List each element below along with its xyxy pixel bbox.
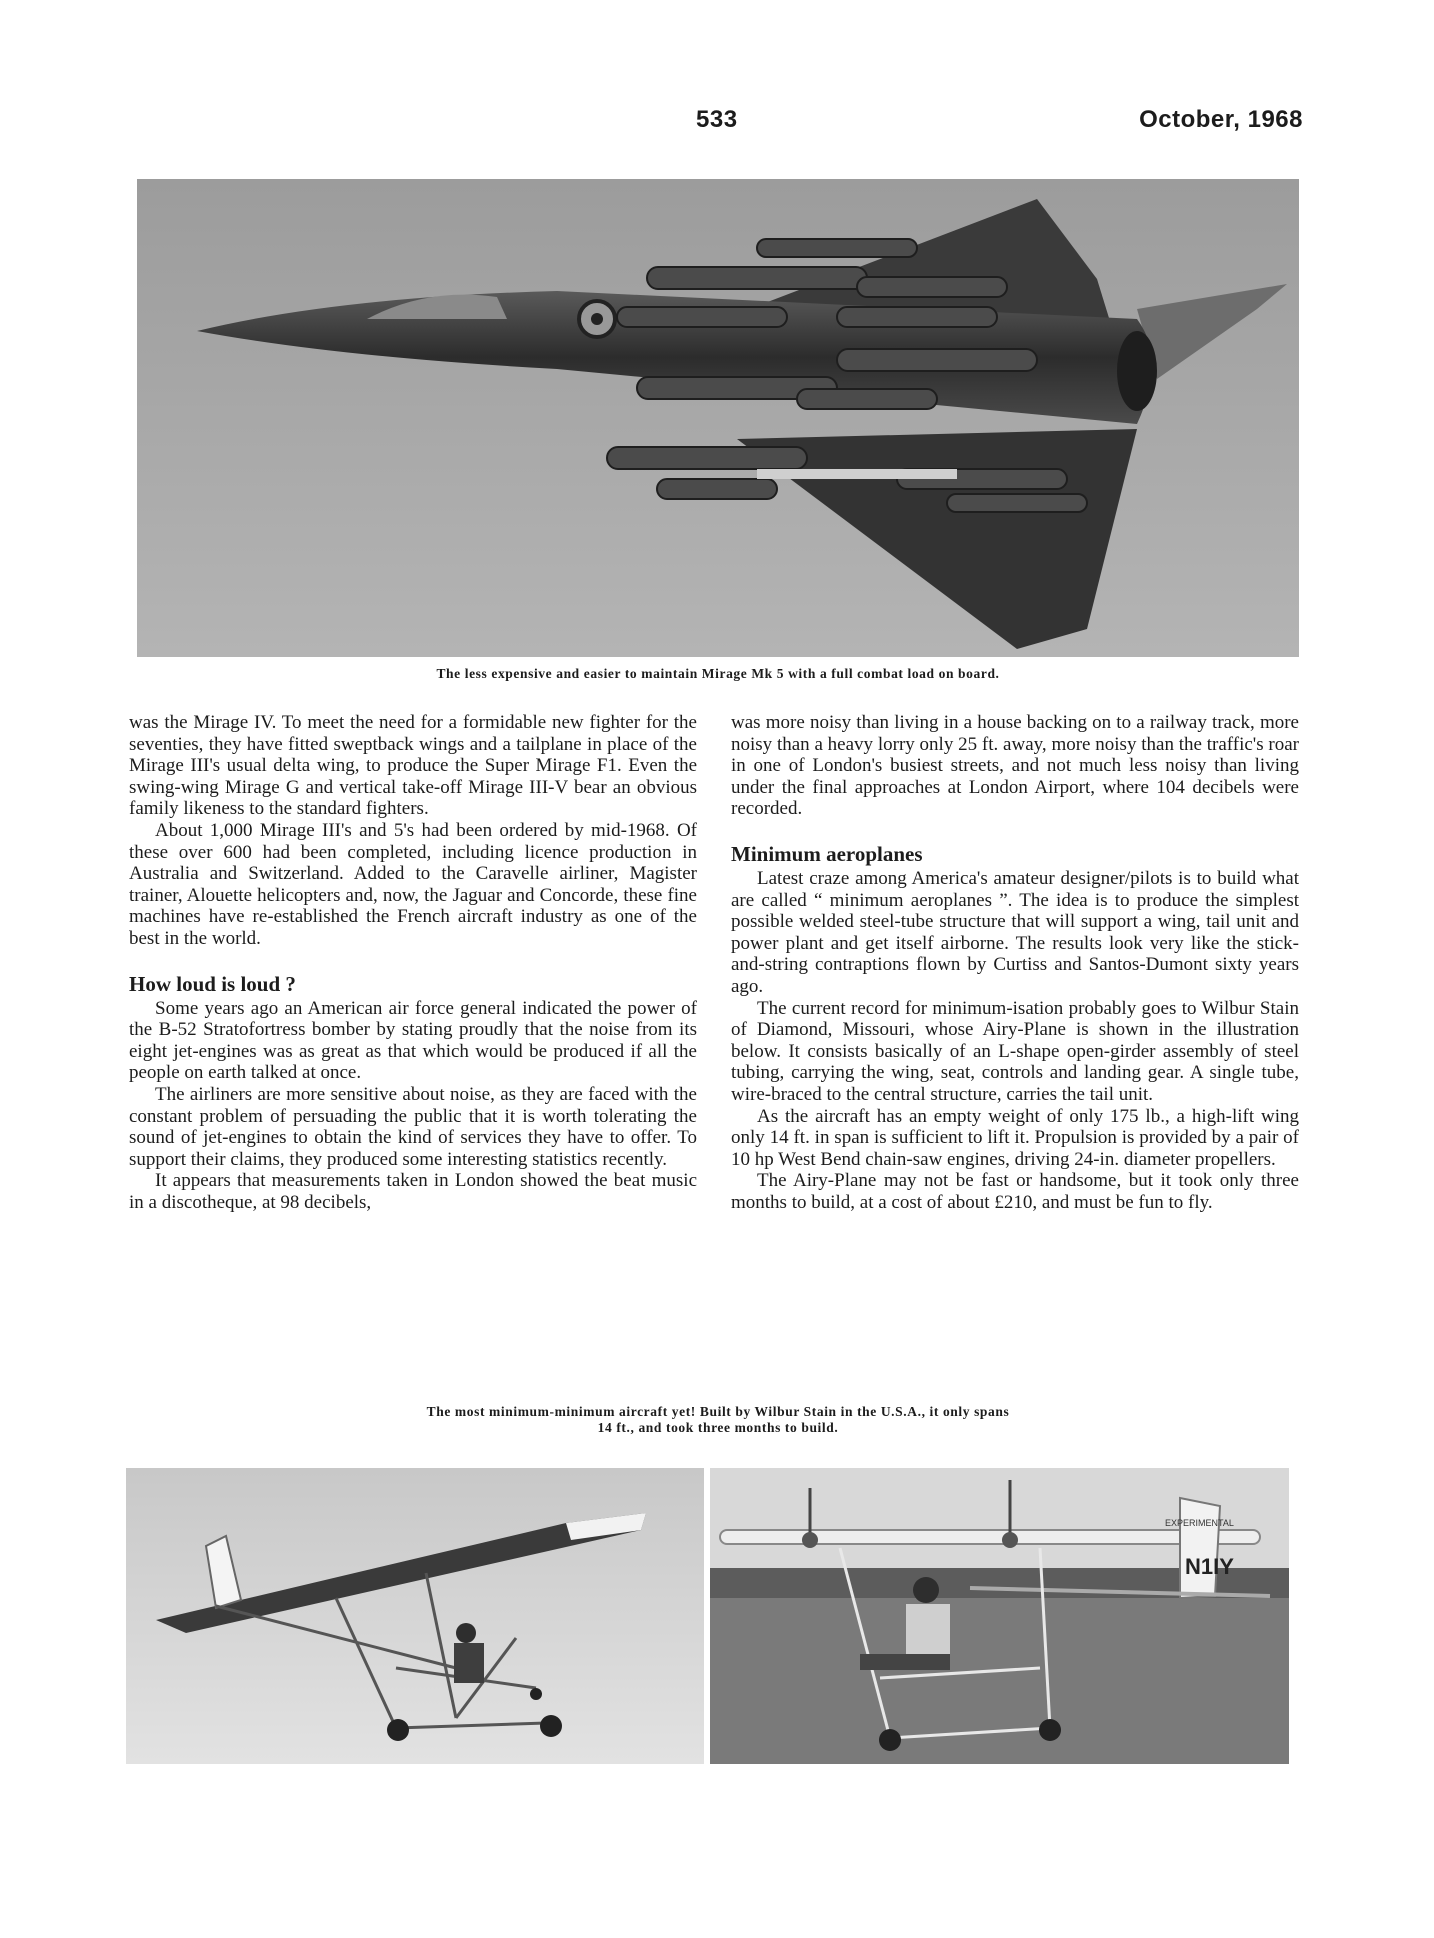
left-intro-paragraph-2: About 1,000 Mirage III's and 5's had been ordered by mid-1968. Of these over 600 had been completed, including licence production in Australia and Switzerland. Added to the Caravelle airliner, Magister trainer, Alouette helicopters and, now, the Jaguar and Concorde, these fine machines have re-established the French aircraft industry as one of the best in the world. bbox=[129, 819, 697, 949]
tail-marking: N1IY bbox=[1185, 1554, 1234, 1579]
section-heading-how-loud: How loud is loud ? bbox=[129, 971, 296, 996]
top-photo-caption: The less expensive and easier to maintain Mirage Mk 5 with a full combat load on board. bbox=[436, 666, 1000, 681]
mirage-aircraft-image bbox=[137, 179, 1299, 657]
right-section-paragraph-4: The Airy-Plane may not be fast or handsome, but it took only three months to build, at a cost of about £210, and must be fun to fly. bbox=[731, 1170, 1299, 1213]
page-number: 533 bbox=[696, 106, 738, 133]
airy-plane-ground-image bbox=[710, 1468, 1289, 1764]
right-section-paragraph-2: The current record for minimum-isation probably goes to Wilbur Stain of Diamond, Missouri, whose Airy-Plane is shown in the illustration below. It consists basically of an L-shape open-girder assembly of steel tubing, carrying the wing, seat, controls and landing gear. A single tube, wire-braced to the central structure, carries the tail unit. bbox=[731, 997, 1299, 1105]
left-column bbox=[129, 712, 697, 1213]
right-column bbox=[731, 712, 1299, 1213]
experimental-lettering: EXPERIMENTAL bbox=[1165, 1518, 1234, 1528]
airy-plane-flight-image bbox=[126, 1468, 704, 1764]
left-section-paragraph-3: It appears that measurements taken in London showed the beat music in a discotheque, at 98 decibels, bbox=[129, 1170, 697, 1213]
bottom-photos-caption: The most minimum-minimum aircraft yet! Built by Wilbur Stain in the U.S.A., it only spans 14 ft., and took three months to build. bbox=[426, 1404, 1010, 1435]
right-section-paragraph-3: As the aircraft has an empty weight of only 175 lb., a high-lift wing only 14 ft. in span is sufficient to lift it. Propulsion is provided by a pair of 10 hp West Bend chain-saw engines, driving 24-in. diameter propellers. bbox=[731, 1105, 1299, 1170]
left-intro-paragraph-1: was the Mirage IV. To meet the need for a formidable new fighter for the seventies, they have fitted sweptback wings and a tailplane in place of the Mirage III's usual delta wing, to produce the Super Mirage F1. Even the swing-wing Mirage G and vertical take-off Mirage III-V bear an obvious family likeness to the standard fighters. bbox=[129, 712, 697, 820]
airy-plane-photo-right bbox=[710, 1468, 1289, 1764]
right-section-paragraph-1: Latest craze among America's amateur designer/pilots is to build what are called “ minimum aeroplanes ”. The idea is to produce the simplest possible welded steel-tube structure that will support a wing, tail unit and power plant and get itself airborne. The results look very like the stick-and-string contraptions flown by Curtiss and Santos-Dumont sixty years ago. bbox=[731, 867, 1299, 997]
right-intro-paragraph-1: was more noisy than living in a house backing on to a railway track, more noisy than a heavy lorry only 25 ft. away, more noisy than the traffic's roar in one of London's busiest streets, and not much less noisy than living under the final approaches at London Airport, where 104 decibels were recorded. bbox=[731, 712, 1299, 820]
left-section-paragraph-1: Some years ago an American air force general indicated the power of the B-52 Stratofortress bomber by stating proudly that the noise from its eight jet-engines was as great as that which would be produced if all the people on earth talked at once. bbox=[129, 997, 697, 1084]
section-heading-minimum-aeroplanes: Minimum aeroplanes bbox=[731, 841, 923, 866]
left-section-paragraph-2: The airliners are more sensitive about noise, as they are faced with the constant problem of persuading the public that it is worth tolerating the sound of jet-engines to obtain the kind of services they have to offer. To support their claims, they produced some interesting statistics recently. bbox=[129, 1083, 697, 1170]
mirage-photo bbox=[137, 179, 1299, 657]
issue-date: October, 1968 bbox=[1139, 106, 1303, 133]
airy-plane-photo-left bbox=[126, 1468, 704, 1764]
